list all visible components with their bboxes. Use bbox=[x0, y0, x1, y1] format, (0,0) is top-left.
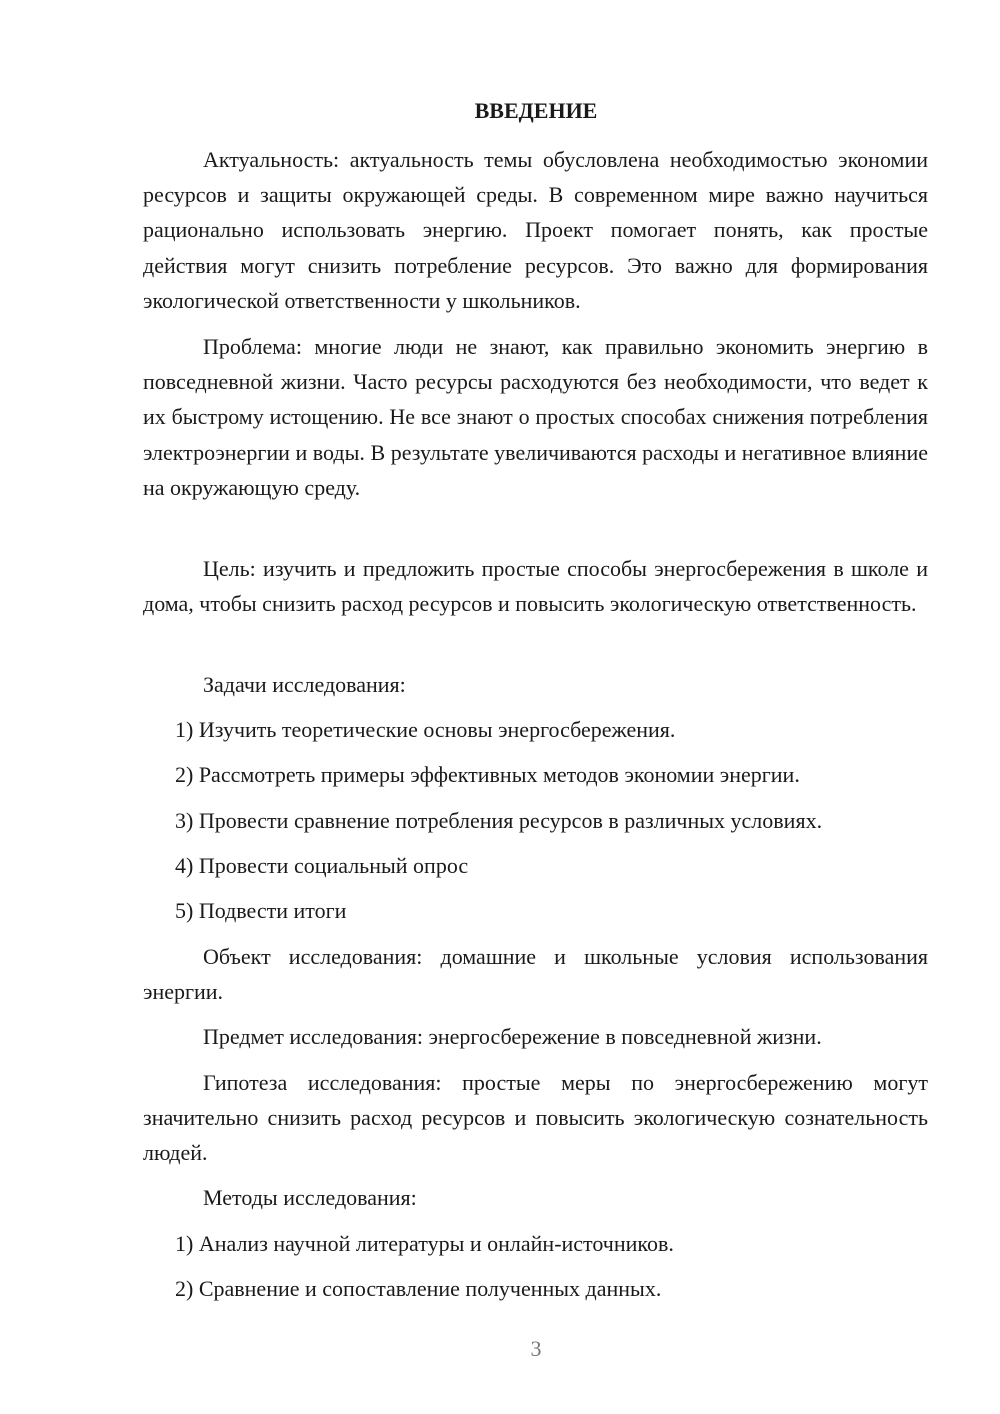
methods-heading: Методы исследования: bbox=[203, 1185, 417, 1210]
method-item: 2) Сравнение и сопоставление полученных данных. bbox=[175, 1276, 662, 1301]
page-number: 3 bbox=[530, 1336, 542, 1361]
task-item: 5) Подвести итоги bbox=[175, 898, 347, 923]
task-item: 1) Изучить теоретические основы энергосбережения. bbox=[175, 717, 676, 742]
hypothesis-paragraph: Гипотеза исследования: простые меры по энергосбережению могут значительно снизить расход ресурсов и повысить экологическую сознательность людей. bbox=[143, 1070, 928, 1166]
problem-paragraph: Проблема: многие люди не знают, как правильно экономить энергию в повседневной жизни. Часто ресурсы расходуются без необходимости, что ведет к их быстрому истощению. Не все знают о простых способах снижения потребления электроэнергии и воды. В результате увеличиваются расходы и негативное влияние на окружающую среду. bbox=[143, 334, 928, 500]
page-title: ВВЕДЕНИЕ bbox=[474, 98, 598, 123]
relevance-paragraph: Актуальность: актуальность темы обусловлена необходимостью экономии ресурсов и защиты окружающей среды. В современном мире важно научиться рационально использовать энергию. Проект помогает понять, как простые действия могут снизить потребление ресурсов. Это важно для формирования экологической ответственности у школьников. bbox=[143, 147, 928, 313]
task-item: 3) Провести сравнение потребления ресурсов в различных условиях. bbox=[175, 808, 823, 833]
goal-paragraph: Цель: изучить и предложить простые способы энергосбережения в школе и дома, чтобы снизить расход ресурсов и повысить экологическую ответственность. bbox=[143, 556, 928, 617]
object-paragraph: Объект исследования: домашние и школьные условия использования энергии. bbox=[143, 944, 928, 1005]
method-item: 1) Анализ научной литературы и онлайн-источников. bbox=[175, 1231, 674, 1256]
task-item: 4) Провести социальный опрос bbox=[175, 853, 469, 878]
tasks-heading: Задачи исследования: bbox=[203, 672, 406, 697]
task-item: 2) Рассмотреть примеры эффективных методов экономии энергии. bbox=[175, 762, 800, 787]
subject-paragraph: Предмет исследования: энергосбережение в повседневной жизни. bbox=[203, 1024, 822, 1049]
